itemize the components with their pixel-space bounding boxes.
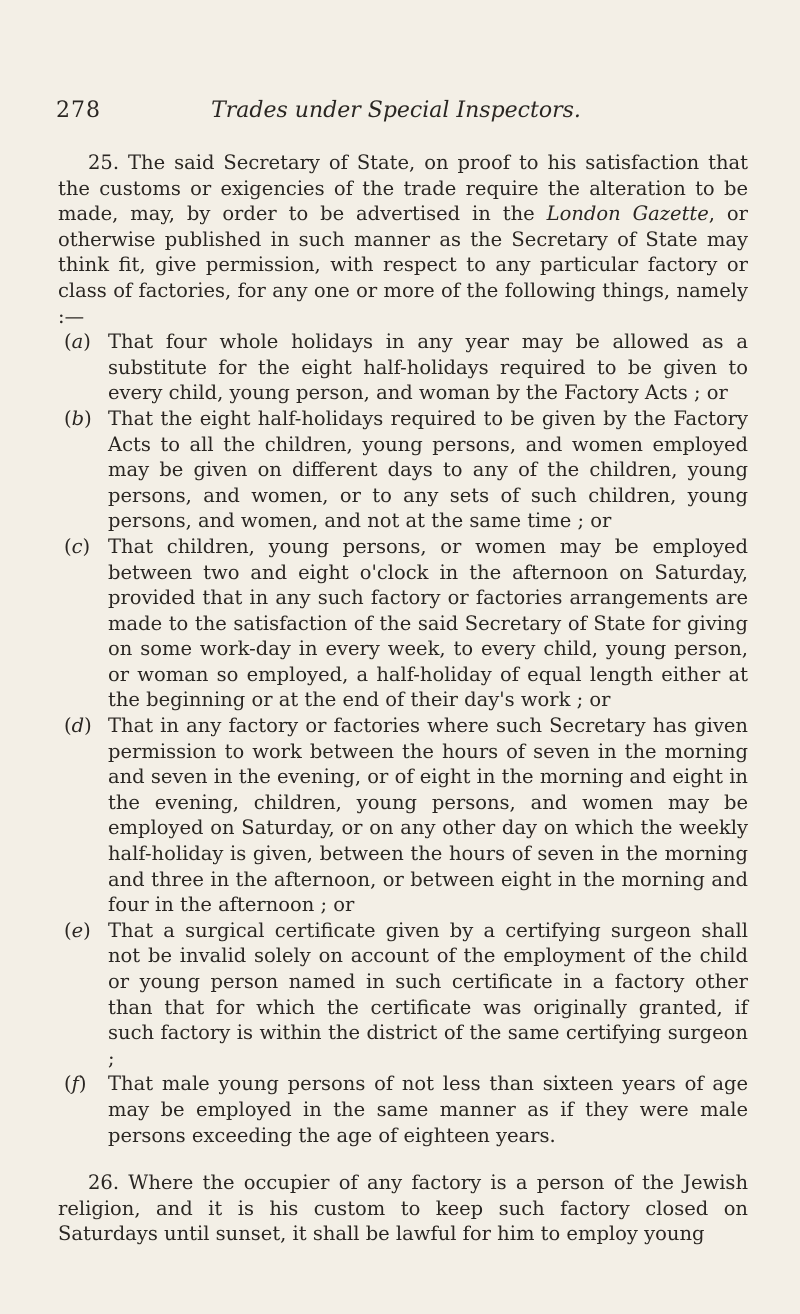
running-title: Trades under Special Inspectors. [211,98,581,123]
list-item [58,918,748,1072]
item-label: (d) [64,714,92,738]
page-body [58,150,748,1247]
london-gazette-title: London Gazette [546,202,709,226]
page-number: 278 [56,98,101,123]
section-25-text-a: The said Secretary of State, on proof to his satisfaction that the customs or exigencies of the trade require the alteration to be made, may, by order to be advertised in the [58,151,748,226]
section-25-intro [58,150,748,329]
section-25-text-b: , or otherwise published in such manner as the Secretary of State may think fit, give permission, with respect to any particular factory or class of factories, for any one or more of the following things, namely :— [58,202,748,328]
item-label: (b) [64,406,92,430]
list-item [58,1071,748,1148]
item-label: (f) [64,1072,87,1096]
provision-list [58,329,748,1148]
item-text: That children, young persons, or women may be employed between two and eight o'clock in the afternoon on Saturday, provided that in any such factory or factories arrangements are made to the satisfaction of the said Secretary of State for giving on some work-day in every week, to every child, young person, or woman so employed, a half-holiday of equal length either at the beginning or at the end of their day's work ; or [108,534,748,712]
page-header [56,94,736,134]
list-item [58,534,748,713]
item-text: That a surgical certificate given by a certifying surgeon shall not be invalid solely on account of the employment of the child or young person named in such certificate in a factory other than that for which the certificate was originally granted, if such factory is within the district of the same certifying surgeon ; [108,918,748,1070]
item-text: That male young persons of not less than sixteen years of age may be employed in the same manner as if they were male persons exceeding the age of eighteen years. [108,1072,748,1147]
item-text: That in any factory or factories where such Secretary has given permission to work between the hours of seven in the morning and seven in the evening, or of eight in the morning and eight in the evening, children, young persons, and women may be employed on Saturday, or on any other day on which the weekly half-holiday is given, between the hours of seven in the morning and three in the afternoon, or between eight in the morning and four in the afternoon ; or [108,714,748,917]
item-text: That four whole holidays in any year may be allowed as a substitute for the eight half-holidays required to be given to every child, young person, and woman by the Factory Acts ; or [108,330,748,405]
section-25-number: 25. [88,151,120,174]
list-item [58,713,748,918]
item-label: (e) [64,918,91,942]
list-item [58,406,748,534]
section-26-text: 26. Where the occupier of any factory is a person of the Jewish religion, and it is his custom to keep such factory closed on Saturdays until sunset, it shall be lawful for him to employ young [58,1171,748,1246]
item-text: That the eight half-holidays required to be given by the Factory Acts to all the children, young persons, and women employed may be given on different days to any of the children, young persons, and women, or to any sets of such children, young persons, and women, and not at the same time ; or [108,406,748,533]
item-label: (c) [64,534,91,558]
list-item [58,329,748,406]
item-label: (a) [64,330,91,354]
